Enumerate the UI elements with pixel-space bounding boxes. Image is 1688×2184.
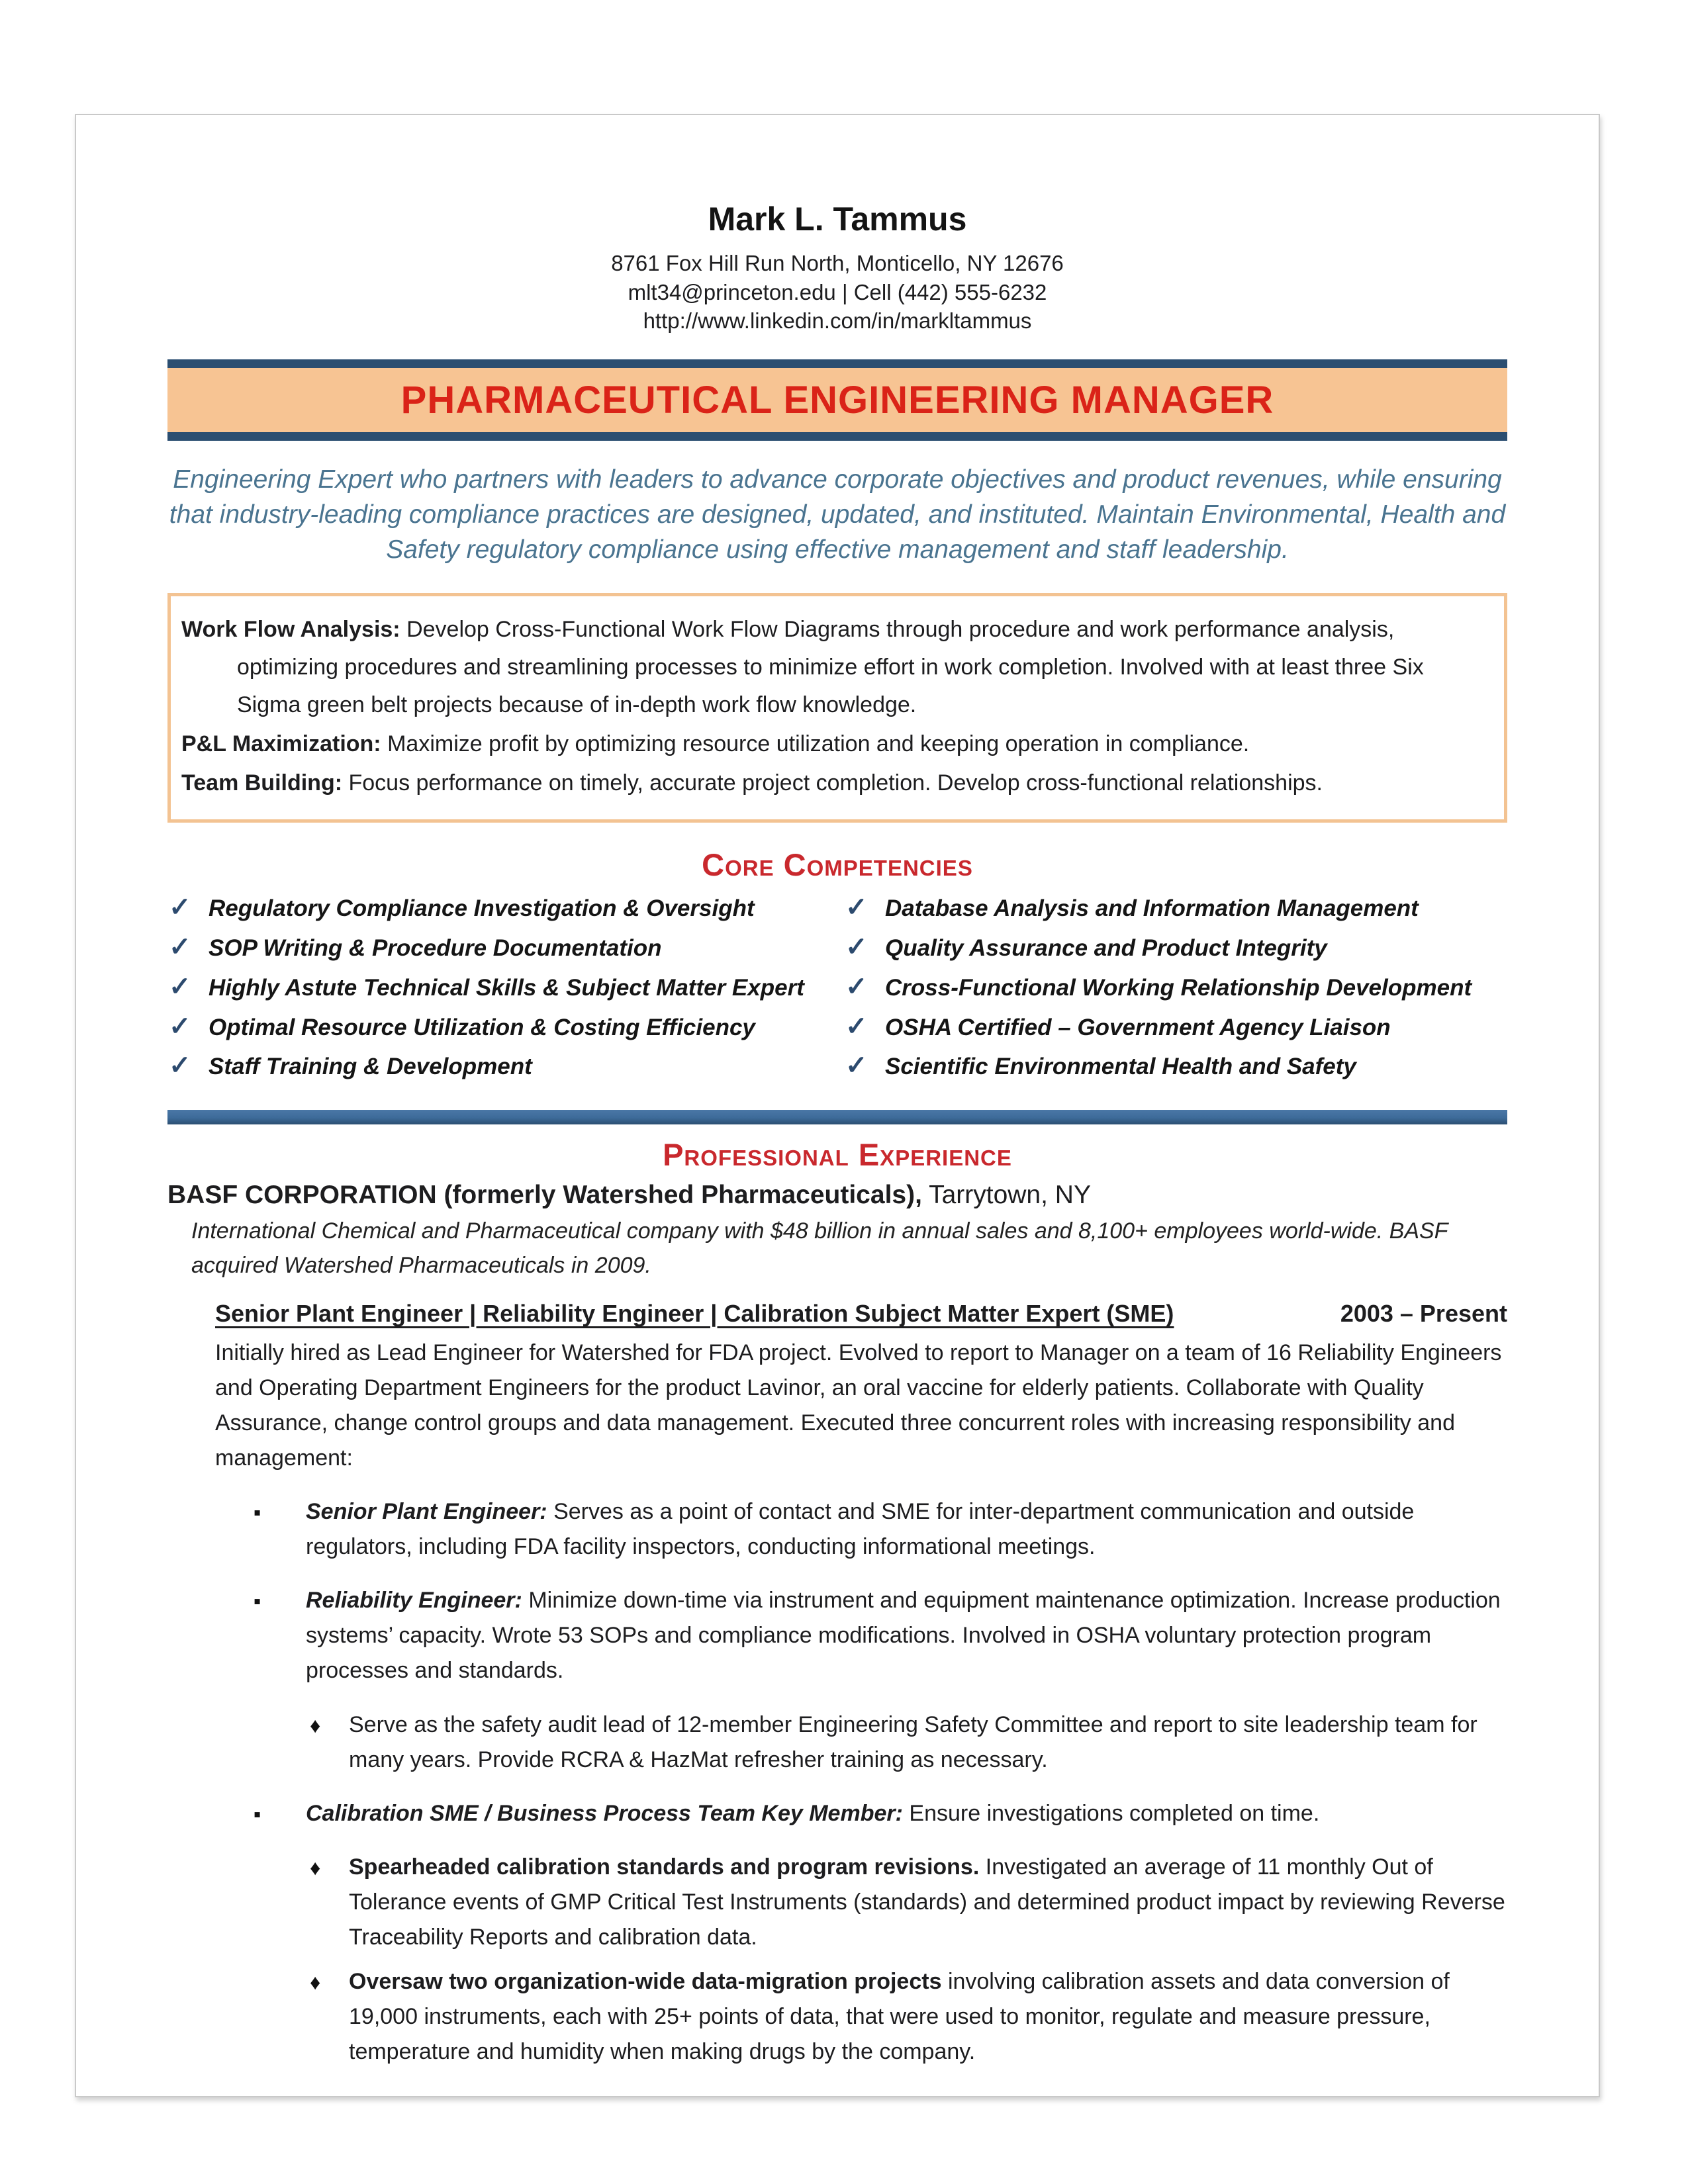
checkmark-icon: ✓: [845, 893, 868, 923]
competency-label: Scientific Environmental Health and Safety: [885, 1054, 1356, 1080]
sub-bullet-safety-audit: [215, 1707, 1507, 1778]
summary-paragraph: Engineering Expert who partners with leaders to advance corporate objectives and product revenues, while ensuring that industry-leading compliance practices are designed, updated, and instituted. Maintain Environmental, Health and Safety regulatory compliance using effective management and staff leadership.: [169, 465, 1506, 565]
highlight-text: Develop Cross-Functional Work Flow Diagrams through procedure and work performance analysis, optimizing procedures and streamlining processes to minimize effort in work completion. Involved with at least three Six Sigma green belt projects because of in-depth work flow knowledge.: [237, 616, 1424, 718]
competency-label: Quality Assurance and Product Integrity: [885, 935, 1327, 962]
highlight-text: Focus performance on timely, accurate project completion. Develop cross-functional relationships.: [348, 770, 1323, 796]
competencies-left-column: [167, 892, 837, 1090]
role-description: Minimize down-time via instrument and equipment maintenance optimization. Increase production systems’ capacity. Wrote 53 SOPs and compliance modifications. Involved in OSHA voluntary protection program processes and standards.: [306, 1588, 1501, 1684]
competency-label: Highly Astute Technical Skills & Subject Matter Expert: [209, 974, 804, 1001]
competency-item: [844, 932, 1507, 963]
core-competencies-list: [167, 892, 1507, 1090]
checkmark-icon: ✓: [845, 972, 868, 1001]
competency-label: Regulatory Compliance Investigation & Oversight: [209, 895, 755, 922]
role-item-reliability-engineer: [215, 1583, 1507, 1688]
diamond-bullet-icon: ♦: [310, 1855, 321, 1880]
checkmark-icon: ✓: [845, 933, 868, 962]
sub-bullet-text: [349, 1964, 1507, 2070]
header: [167, 200, 1507, 336]
achievement-lead: Oversaw two organization-wide data-migration projects: [349, 1968, 942, 1994]
resume-title: PHARMACEUTICAL ENGINEERING MANAGER: [400, 378, 1274, 422]
role-name: Calibration SME / Business Process Team Key Member:: [306, 1800, 903, 1826]
company-name: BASF CORPORATION (formerly Watershed Pharmaceuticals),: [167, 1181, 922, 1210]
square-bullet-icon: ▪: [254, 1801, 261, 1826]
job-title-row: [215, 1300, 1507, 1328]
sub-bullet-text: [349, 1850, 1507, 1955]
job-summary: Initially hired as Lead Engineer for Watershed for FDA project. Evolved to report to Manager on a team of 16 Reliability Engineers and Operating Department Engineers for the product Lavinor, an oral vaccine for elderly patients. Collaborate with Quality Assurance, change control groups and data management. Executed three concurrent roles with increasing responsibility and management:: [215, 1340, 1502, 1471]
core-competencies-heading: Core Competencies: [702, 847, 973, 883]
competency-item: [844, 1050, 1507, 1081]
sub-bullet-description: Serve as the safety audit lead of 12-member Engineering Safety Committee and report to site leadership team for many years. Provide RCRA & HazMat refresher training as necessary.: [349, 1711, 1477, 1772]
role-description: Ensure investigations completed on time.: [909, 1800, 1320, 1826]
checkmark-icon: ✓: [169, 1011, 191, 1041]
competency-item: [167, 1050, 837, 1081]
sub-bullet-description: Investigated an average of 11 monthly Out of Tolerance events of GMP Critical Test Instruments (standards) and determined product impact by reviewing Reverse Traceability Reports and calibration data.: [349, 1854, 1505, 1950]
professional-experience-heading: Professional Experience: [663, 1137, 1012, 1173]
competency-item: [167, 972, 837, 1003]
highlight-label: Team Building:: [181, 770, 343, 796]
competency-label: Database Analysis and Information Management: [885, 895, 1419, 922]
checkmark-icon: ✓: [169, 972, 191, 1001]
job-dates: 2003 – Present: [1340, 1300, 1507, 1328]
role-name: Senior Plant Engineer:: [306, 1499, 547, 1525]
competencies-right-column: [837, 892, 1507, 1090]
highlights-box: [167, 593, 1507, 823]
checkmark-icon: ✓: [845, 1011, 868, 1041]
competency-label: OSHA Certified – Government Agency Liaison: [885, 1014, 1391, 1040]
sub-bullet-description: involving calibration assets and data conversion of 19,000 instruments, each with 25+ points of data, that were used to monitor, regulate and measure pressure, temperature and humidity when making drugs by the company.: [349, 1968, 1450, 2064]
title-banner: [167, 359, 1507, 441]
checkmark-icon: ✓: [169, 893, 191, 923]
highlight-pl-maximization: [181, 725, 1491, 763]
role-name: Reliability Engineer:: [306, 1588, 522, 1614]
resume-page: [75, 114, 1600, 2097]
competency-label: Optimal Resource Utilization & Costing Efficiency: [209, 1014, 755, 1040]
checkmark-icon: ✓: [169, 933, 191, 962]
checkmark-icon: ✓: [845, 1051, 868, 1081]
competency-label: SOP Writing & Procedure Documentation: [209, 935, 662, 962]
diamond-bullet-icon: ♦: [310, 1713, 321, 1737]
company-line: [167, 1181, 1507, 1210]
competency-item: [844, 892, 1507, 923]
role-description: Serves as a point of contact and SME for inter-department communication and outside regulators, including FDA facility inspectors, conducting informational meetings.: [306, 1499, 1415, 1560]
competency-item: [167, 892, 837, 923]
checkmark-icon: ✓: [169, 1051, 191, 1081]
company-description: International Chemical and Pharmaceutical company with $48 billion in annual sales and 8,100+ employees world-wide. BASF acquired Watershed Pharmaceuticals in 2009.: [191, 1218, 1448, 1279]
highlight-team-building: [181, 764, 1491, 802]
competency-item: [844, 1011, 1507, 1042]
achievement-lead: Spearheaded calibration standards and program revisions.: [349, 1854, 980, 1880]
candidate-name: Mark L. Tammus: [708, 201, 967, 238]
contact-line: mlt34@princeton.edu | Cell (442) 555-6232: [628, 279, 1047, 304]
address-line: 8761 Fox Hill Run North, Monticello, NY 12676: [611, 251, 1064, 275]
role-item-senior-plant-engineer: [215, 1494, 1507, 1565]
sub-bullet-data-migration: [215, 1964, 1507, 2070]
role-text: [306, 1583, 1507, 1688]
sub-bullet-calibration-standards: [215, 1850, 1507, 1955]
square-bullet-icon: ▪: [254, 1500, 261, 1525]
linkedin-url: http://www.linkedin.com/in/markltammus: [643, 308, 1032, 334]
competency-item: [167, 1011, 837, 1042]
section-divider-bar: [167, 1110, 1507, 1124]
competency-item: [844, 972, 1507, 1003]
competency-item: [167, 932, 837, 963]
highlight-text: Maximize profit by optimizing resource utilization and keeping operation in compliance.: [387, 731, 1250, 757]
highlight-label: Work Flow Analysis:: [181, 616, 400, 642]
role-text: [306, 1494, 1507, 1565]
sub-bullet-text: [349, 1707, 1507, 1778]
role-item-calibration-sme: [215, 1796, 1507, 1831]
job-title: Senior Plant Engineer | Reliability Engineer | Calibration Subject Matter Expert (SME): [215, 1300, 1174, 1328]
competency-label: Cross-Functional Working Relationship Development: [885, 974, 1472, 1001]
company-location: Tarrytown, NY: [929, 1181, 1091, 1210]
role-text: [306, 1796, 1507, 1831]
square-bullet-icon: ▪: [254, 1589, 261, 1614]
diamond-bullet-icon: ♦: [310, 1970, 321, 1994]
highlight-label: P&L Maximization:: [181, 731, 381, 757]
job-block: [215, 1300, 1507, 2070]
competency-label: Staff Training & Development: [209, 1054, 532, 1080]
highlight-work-flow-analysis: [181, 611, 1491, 724]
